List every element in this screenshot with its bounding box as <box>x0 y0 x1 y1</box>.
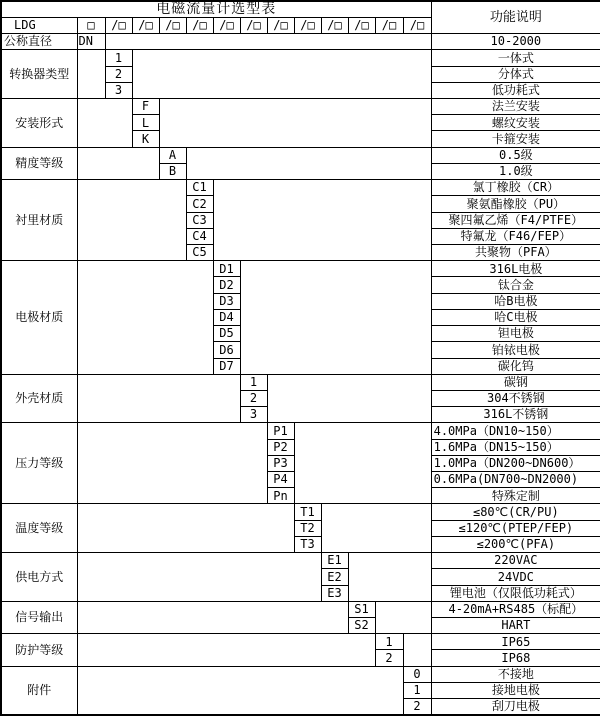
function-value: 钛合金 <box>431 277 600 293</box>
option-code: 1 <box>240 374 267 390</box>
category-label: 外壳材质 <box>1 374 77 423</box>
function-value: HART <box>431 618 600 634</box>
category-label: 精度等级 <box>1 147 77 179</box>
function-value: 24VDC <box>431 569 600 585</box>
option-code: C5 <box>186 244 213 260</box>
option-code: E1 <box>321 553 348 569</box>
function-value: 哈C电极 <box>431 309 600 325</box>
model-slot-cell: /□ <box>267 17 294 33</box>
function-value: 碳化钨 <box>431 358 600 374</box>
function-value: 1.6MPa（DN15~150） <box>431 439 600 455</box>
option-code: E2 <box>321 569 348 585</box>
model-slot-cell: /□ <box>213 17 240 33</box>
function-value: 聚四氟乙烯（F4/PTFE） <box>431 212 600 228</box>
option-code: 0 <box>403 666 431 682</box>
model-slot-cell: /□ <box>321 17 348 33</box>
function-value: 钽电极 <box>431 326 600 342</box>
option-code: 3 <box>240 407 267 423</box>
function-value: 10-2000 <box>431 34 600 50</box>
function-header: 功能说明 <box>431 1 600 34</box>
filler-cell <box>77 180 186 261</box>
model-box-cell: □ <box>77 17 105 33</box>
option-code: S1 <box>348 601 375 617</box>
filler-cell <box>77 504 294 553</box>
model-slot-cell: /□ <box>348 17 375 33</box>
function-value: ≤120℃(PTEP/FEP) <box>431 520 600 536</box>
diameter-code: DN <box>77 34 105 50</box>
function-value: 铂铱电极 <box>431 342 600 358</box>
function-value: 1.0级 <box>431 163 600 179</box>
function-value: 1.0MPa（DN200~DN600） <box>431 455 600 471</box>
category-label: 安装形式 <box>1 99 77 148</box>
option-code: 2 <box>403 699 431 715</box>
category-label: 信号输出 <box>1 601 77 633</box>
model-slot-cell: /□ <box>403 17 431 33</box>
function-value: 碳钢 <box>431 374 600 390</box>
option-code: D5 <box>213 326 240 342</box>
option-code: D1 <box>213 261 240 277</box>
function-value: 特氟龙（F46/FEP） <box>431 228 600 244</box>
option-code: Pn <box>267 488 294 504</box>
filler-cell <box>267 374 431 423</box>
model-slot-cell: /□ <box>294 17 321 33</box>
filler-cell <box>77 374 240 423</box>
function-value: 304不锈钢 <box>431 390 600 406</box>
option-code: 2 <box>105 66 132 82</box>
option-code: D2 <box>213 277 240 293</box>
model-slot-cell: /□ <box>375 17 403 33</box>
option-code: D6 <box>213 342 240 358</box>
function-value: 共聚物（PFA） <box>431 244 600 260</box>
function-value: 0.5级 <box>431 147 600 163</box>
category-label: 转换器类型 <box>1 50 77 99</box>
model-slot-cell: /□ <box>240 17 267 33</box>
option-code: 1 <box>105 50 132 66</box>
filler-cell <box>77 553 321 602</box>
model-slot-cell: /□ <box>132 17 159 33</box>
function-value: 氯丁橡胶（CR） <box>431 180 600 196</box>
option-code: P3 <box>267 455 294 471</box>
function-value: IP65 <box>431 634 600 650</box>
option-code: 3 <box>105 82 132 98</box>
function-value: 4-20mA+RS485（标配） <box>431 601 600 617</box>
filler-cell <box>77 147 159 179</box>
option-code: T1 <box>294 504 321 520</box>
function-value: 特殊定制 <box>431 488 600 504</box>
option-code: A <box>159 147 186 163</box>
table-title: 电磁流量计选型表 <box>1 1 431 17</box>
filler-cell <box>132 50 431 99</box>
function-value: 螺纹安装 <box>431 115 600 131</box>
filler-cell <box>105 34 431 50</box>
function-value: 不接地 <box>431 666 600 682</box>
filler-cell <box>213 180 431 261</box>
function-value: 316L电极 <box>431 261 600 277</box>
filler-cell <box>77 50 105 99</box>
option-code: S2 <box>348 618 375 634</box>
filler-cell <box>348 553 431 602</box>
filler-cell <box>294 423 431 504</box>
option-code: D4 <box>213 309 240 325</box>
filler-cell <box>403 634 431 666</box>
function-value: 低功耗式 <box>431 82 600 98</box>
filler-cell <box>321 504 431 553</box>
function-value: 锂电池（仅限低功耗式） <box>431 585 600 601</box>
function-value: IP68 <box>431 650 600 666</box>
category-label: 衬里材质 <box>1 180 77 261</box>
option-code: T3 <box>294 536 321 552</box>
option-code: 2 <box>375 650 403 666</box>
function-value: 法兰安装 <box>431 99 600 115</box>
function-value: 哈B电极 <box>431 293 600 309</box>
function-value: 一体式 <box>431 50 600 66</box>
option-code: T2 <box>294 520 321 536</box>
option-code: P2 <box>267 439 294 455</box>
function-value: ≤80℃(CR/PU) <box>431 504 600 520</box>
model-slot-cell: /□ <box>159 17 186 33</box>
function-value: 聚氨酯橡胶（PU） <box>431 196 600 212</box>
option-code: F <box>132 99 159 115</box>
option-code: P4 <box>267 472 294 488</box>
filler-cell <box>159 99 431 148</box>
function-value: 分体式 <box>431 66 600 82</box>
category-label: 防护等级 <box>1 634 77 666</box>
category-label: 电极材质 <box>1 261 77 375</box>
selection-table-body <box>1 1 600 715</box>
model-slot-cell: /□ <box>105 17 132 33</box>
option-code: C4 <box>186 228 213 244</box>
function-value: 316L不锈钢 <box>431 407 600 423</box>
category-label: 附件 <box>1 666 77 715</box>
option-code: D3 <box>213 293 240 309</box>
option-code: 1 <box>375 634 403 650</box>
function-value: 220VAC <box>431 553 600 569</box>
function-value: 刮刀电极 <box>431 699 600 715</box>
function-value: 4.0MPa（DN10~150） <box>431 423 600 439</box>
option-code: C3 <box>186 212 213 228</box>
option-code: P1 <box>267 423 294 439</box>
model-slot-cell: /□ <box>186 17 213 33</box>
option-code: C1 <box>186 180 213 196</box>
option-code: L <box>132 115 159 131</box>
filler-cell <box>186 147 431 179</box>
filler-cell <box>77 601 348 633</box>
option-code: K <box>132 131 159 147</box>
filler-cell <box>240 261 431 375</box>
category-label: 供电方式 <box>1 553 77 602</box>
filler-cell <box>375 601 431 633</box>
option-code: 1 <box>403 682 431 698</box>
model-prefix: LDG <box>1 17 77 33</box>
filler-cell <box>77 666 403 715</box>
option-code: E3 <box>321 585 348 601</box>
function-value: ≤200℃(PFA) <box>431 536 600 552</box>
filler-cell <box>77 634 375 666</box>
diameter-label: 公称直径 <box>1 34 77 50</box>
option-code: C2 <box>186 196 213 212</box>
filler-cell <box>77 261 213 375</box>
filler-cell <box>77 423 267 504</box>
option-code: D7 <box>213 358 240 374</box>
filler-cell <box>77 99 132 148</box>
option-code: 2 <box>240 390 267 406</box>
option-code: B <box>159 163 186 179</box>
category-label: 压力等级 <box>1 423 77 504</box>
function-value: 接地电极 <box>431 682 600 698</box>
function-value: 卡箍安装 <box>431 131 600 147</box>
category-label: 温度等级 <box>1 504 77 553</box>
function-value: 0.6MPa(DN700~DN2000) <box>431 472 600 488</box>
